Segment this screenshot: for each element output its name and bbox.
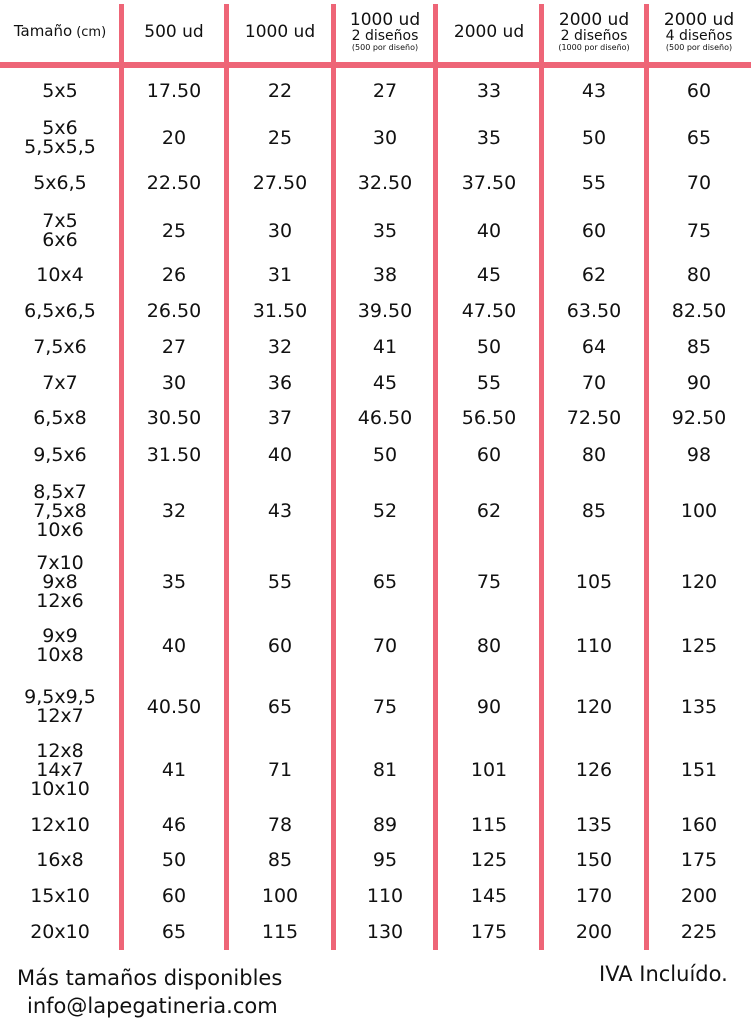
price-cell: 55	[267, 570, 293, 593]
price-cell: 25	[267, 126, 293, 149]
price-cell: 41	[161, 758, 187, 781]
size-label: 9x8	[42, 570, 78, 593]
price-cell: 52	[372, 499, 398, 522]
price-cell: 50	[161, 848, 187, 871]
size-label: 9,5x6	[33, 443, 87, 466]
price-cell: 105	[575, 570, 613, 593]
price-cell: 151	[680, 758, 718, 781]
price-cell: 80	[581, 443, 607, 466]
price-cell: 31	[267, 263, 293, 286]
price-cell: 65	[372, 570, 398, 593]
size-cell	[5, 403, 115, 433]
price-cell: 81	[372, 758, 398, 781]
price-cell: 41	[372, 335, 398, 358]
size-cell	[5, 810, 115, 840]
header-label	[245, 23, 315, 41]
header-unit: (cm)	[76, 25, 107, 40]
price-cell: 27	[161, 335, 187, 358]
price-cell: 225	[680, 920, 718, 943]
price-cell: 62	[581, 263, 607, 286]
size-label: 9x9	[42, 625, 78, 647]
size-cell	[5, 260, 115, 290]
price-cell: 22	[267, 79, 293, 102]
price-cell: 75	[476, 570, 502, 593]
price-cell: 120	[575, 695, 613, 718]
price-cell: 31.50	[252, 299, 308, 322]
header-quantity	[539, 4, 649, 60]
price-cell: 46.50	[357, 406, 413, 429]
price-cell: 70	[372, 634, 398, 657]
header-quantity	[330, 4, 440, 60]
size-cell	[5, 845, 115, 875]
price-cell: 64	[581, 335, 607, 358]
price-cell: 45	[476, 263, 502, 286]
size-cell	[5, 207, 115, 255]
price-cell: 135	[575, 813, 613, 836]
price-cell: 90	[686, 371, 712, 394]
size-label: 10x8	[36, 644, 84, 666]
size-label: 5x5	[42, 79, 78, 102]
price-cell: 30	[267, 219, 293, 242]
price-cell: 60	[267, 634, 293, 657]
price-cell: 92.50	[671, 406, 727, 429]
price-cell: 62	[476, 499, 502, 522]
price-cell: 32	[267, 335, 293, 358]
header-designs: 4 diseños	[665, 28, 733, 44]
price-cell: 50	[581, 126, 607, 149]
header-main-text: 1000 ud	[244, 22, 316, 42]
price-cell: 47.50	[461, 299, 517, 322]
size-label: 6,5x8	[33, 406, 87, 429]
size-label: 5x6	[42, 117, 78, 139]
price-cell: 55	[476, 371, 502, 394]
price-cell: 82.50	[671, 299, 727, 322]
price-cell: 45	[372, 371, 398, 394]
size-label: 10x10	[30, 777, 90, 800]
header-note: (1000 por diseño)	[558, 43, 630, 52]
header-quantity	[434, 4, 544, 60]
price-cell: 70	[581, 371, 607, 394]
price-cell: 39.50	[357, 299, 413, 322]
price-cell: 115	[261, 920, 299, 943]
size-label: 10x4	[36, 263, 84, 286]
price-cell: 200	[575, 920, 613, 943]
price-cell: 37.50	[461, 171, 517, 194]
header-quantity	[119, 4, 229, 60]
size-cell	[5, 622, 115, 670]
price-cell: 170	[575, 884, 613, 907]
price-cell: 85	[686, 335, 712, 358]
size-cell	[5, 76, 115, 106]
header-note: (500 por diseño)	[351, 43, 419, 52]
header-label	[559, 11, 629, 29]
size-cell	[5, 881, 115, 911]
price-cell: 80	[686, 263, 712, 286]
size-label: 5,5x5,5	[24, 136, 96, 158]
price-cell: 55	[581, 171, 607, 194]
price-cell: 100	[680, 499, 718, 522]
size-cell	[5, 478, 115, 544]
size-cell	[5, 332, 115, 362]
price-cell: 43	[267, 499, 293, 522]
price-cell: 40	[267, 443, 293, 466]
price-cell: 70	[686, 171, 712, 194]
header-main-text: 500 ud	[144, 22, 204, 42]
header-quantity	[225, 4, 335, 60]
price-cell: 35	[372, 219, 398, 242]
size-cell	[5, 737, 115, 803]
price-cell: 126	[575, 758, 613, 781]
price-cell: 33	[476, 79, 502, 102]
price-cell: 27.50	[252, 171, 308, 194]
price-cell: 31.50	[146, 443, 202, 466]
price-cell: 43	[581, 79, 607, 102]
price-cell: 27	[372, 79, 398, 102]
size-label: 20x10	[30, 920, 90, 943]
price-cell: 26	[161, 263, 187, 286]
size-cell	[5, 368, 115, 398]
header-label	[454, 23, 524, 41]
price-cell: 60	[581, 219, 607, 242]
price-cell: 135	[680, 695, 718, 718]
header-note: (500 por diseño)	[665, 43, 733, 52]
price-cell: 50	[372, 443, 398, 466]
price-cell: 60	[686, 79, 712, 102]
price-cell: 125	[470, 848, 508, 871]
price-cell: 65	[686, 126, 712, 149]
header-designs: 2 diseños	[560, 28, 628, 44]
size-label: 12x7	[36, 705, 84, 727]
price-cell: 25	[161, 219, 187, 242]
size-label: 8,5x7	[33, 480, 87, 503]
price-cell: 32.50	[357, 171, 413, 194]
price-cell: 150	[575, 848, 613, 871]
size-label: 12x6	[36, 589, 84, 612]
price-cell: 200	[680, 884, 718, 907]
price-cell: 110	[575, 634, 613, 657]
size-label: 14x7	[36, 758, 84, 781]
price-cell: 85	[581, 499, 607, 522]
size-label: 12x8	[36, 739, 84, 762]
size-cell	[5, 168, 115, 198]
price-cell: 85	[267, 848, 293, 871]
header-size	[5, 4, 115, 60]
header-quantity	[644, 4, 751, 60]
price-cell: 40	[476, 219, 502, 242]
header-main-text: 2000 ud	[663, 10, 735, 30]
price-cell: 35	[161, 570, 187, 593]
header-divider	[0, 62, 751, 68]
price-cell: 35	[476, 126, 502, 149]
price-cell: 30.50	[146, 406, 202, 429]
size-label: 5x6,5	[33, 171, 87, 194]
size-label: 7x10	[36, 551, 84, 574]
vat-included-note: IVA Incluído.	[599, 962, 728, 986]
price-cell: 60	[161, 884, 187, 907]
header-label	[14, 22, 106, 42]
size-cell	[5, 440, 115, 470]
price-cell: 160	[680, 813, 718, 836]
price-cell: 120	[680, 570, 718, 593]
price-cell: 60	[476, 443, 502, 466]
size-label: 7x5	[42, 210, 78, 232]
size-cell	[5, 917, 115, 947]
size-label: 12x10	[30, 813, 90, 836]
price-cell: 17.50	[146, 79, 202, 102]
price-cell: 40	[161, 634, 187, 657]
price-cell: 89	[372, 813, 398, 836]
size-label: 16x8	[36, 848, 84, 871]
price-cell: 75	[686, 219, 712, 242]
header-main-text: 2000 ud	[453, 22, 525, 42]
header-label	[144, 23, 203, 41]
price-cell: 115	[470, 813, 508, 836]
price-cell: 30	[161, 371, 187, 394]
price-cell: 130	[366, 920, 404, 943]
price-cell: 65	[267, 695, 293, 718]
price-cell: 22.50	[146, 171, 202, 194]
contact-email: info@lapegatineria.com	[27, 994, 278, 1018]
size-label: 6x6	[42, 229, 78, 251]
price-cell: 110	[366, 884, 404, 907]
price-cell: 71	[267, 758, 293, 781]
size-label: 9,5x9,5	[24, 686, 96, 708]
price-cell: 26.50	[146, 299, 202, 322]
price-cell: 175	[680, 848, 718, 871]
size-label: 15x10	[30, 884, 90, 907]
size-cell	[5, 114, 115, 162]
price-cell: 65	[161, 920, 187, 943]
price-cell: 78	[267, 813, 293, 836]
price-cell: 50	[476, 335, 502, 358]
price-cell: 40.50	[146, 695, 202, 718]
size-label: 6,5x6,5	[24, 299, 96, 322]
size-cell	[5, 683, 115, 731]
price-cell: 20	[161, 126, 187, 149]
column-divider	[224, 4, 229, 950]
price-cell: 32	[161, 499, 187, 522]
price-cell: 46	[161, 813, 187, 836]
price-cell: 80	[476, 634, 502, 657]
size-label: 7,5x8	[33, 499, 87, 522]
price-cell: 38	[372, 263, 398, 286]
more-sizes-note: Más tamaños disponibles	[17, 966, 283, 990]
size-label: 7,5x6	[33, 335, 87, 358]
size-cell	[5, 296, 115, 326]
price-cell: 95	[372, 848, 398, 871]
price-cell: 98	[686, 443, 712, 466]
header-label	[664, 11, 734, 29]
price-cell: 100	[261, 884, 299, 907]
price-cell: 90	[476, 695, 502, 718]
price-cell: 175	[470, 920, 508, 943]
price-cell: 145	[470, 884, 508, 907]
size-label: 7x7	[42, 371, 78, 394]
size-label: 10x6	[36, 518, 84, 541]
price-cell: 72.50	[566, 406, 622, 429]
price-cell: 63.50	[566, 299, 622, 322]
header-main-text: 1000 ud	[349, 10, 421, 30]
price-cell: 101	[470, 758, 508, 781]
price-cell: 75	[372, 695, 398, 718]
header-label	[350, 11, 420, 29]
price-cell: 56.50	[461, 406, 517, 429]
price-cell: 30	[372, 126, 398, 149]
price-cell: 37	[267, 406, 293, 429]
header-main-text: 2000 ud	[558, 10, 630, 30]
price-cell: 125	[680, 634, 718, 657]
header-main-text: Tamaño	[13, 22, 73, 40]
price-cell: 36	[267, 371, 293, 394]
size-cell	[5, 549, 115, 615]
header-designs: 2 diseños	[351, 28, 419, 44]
